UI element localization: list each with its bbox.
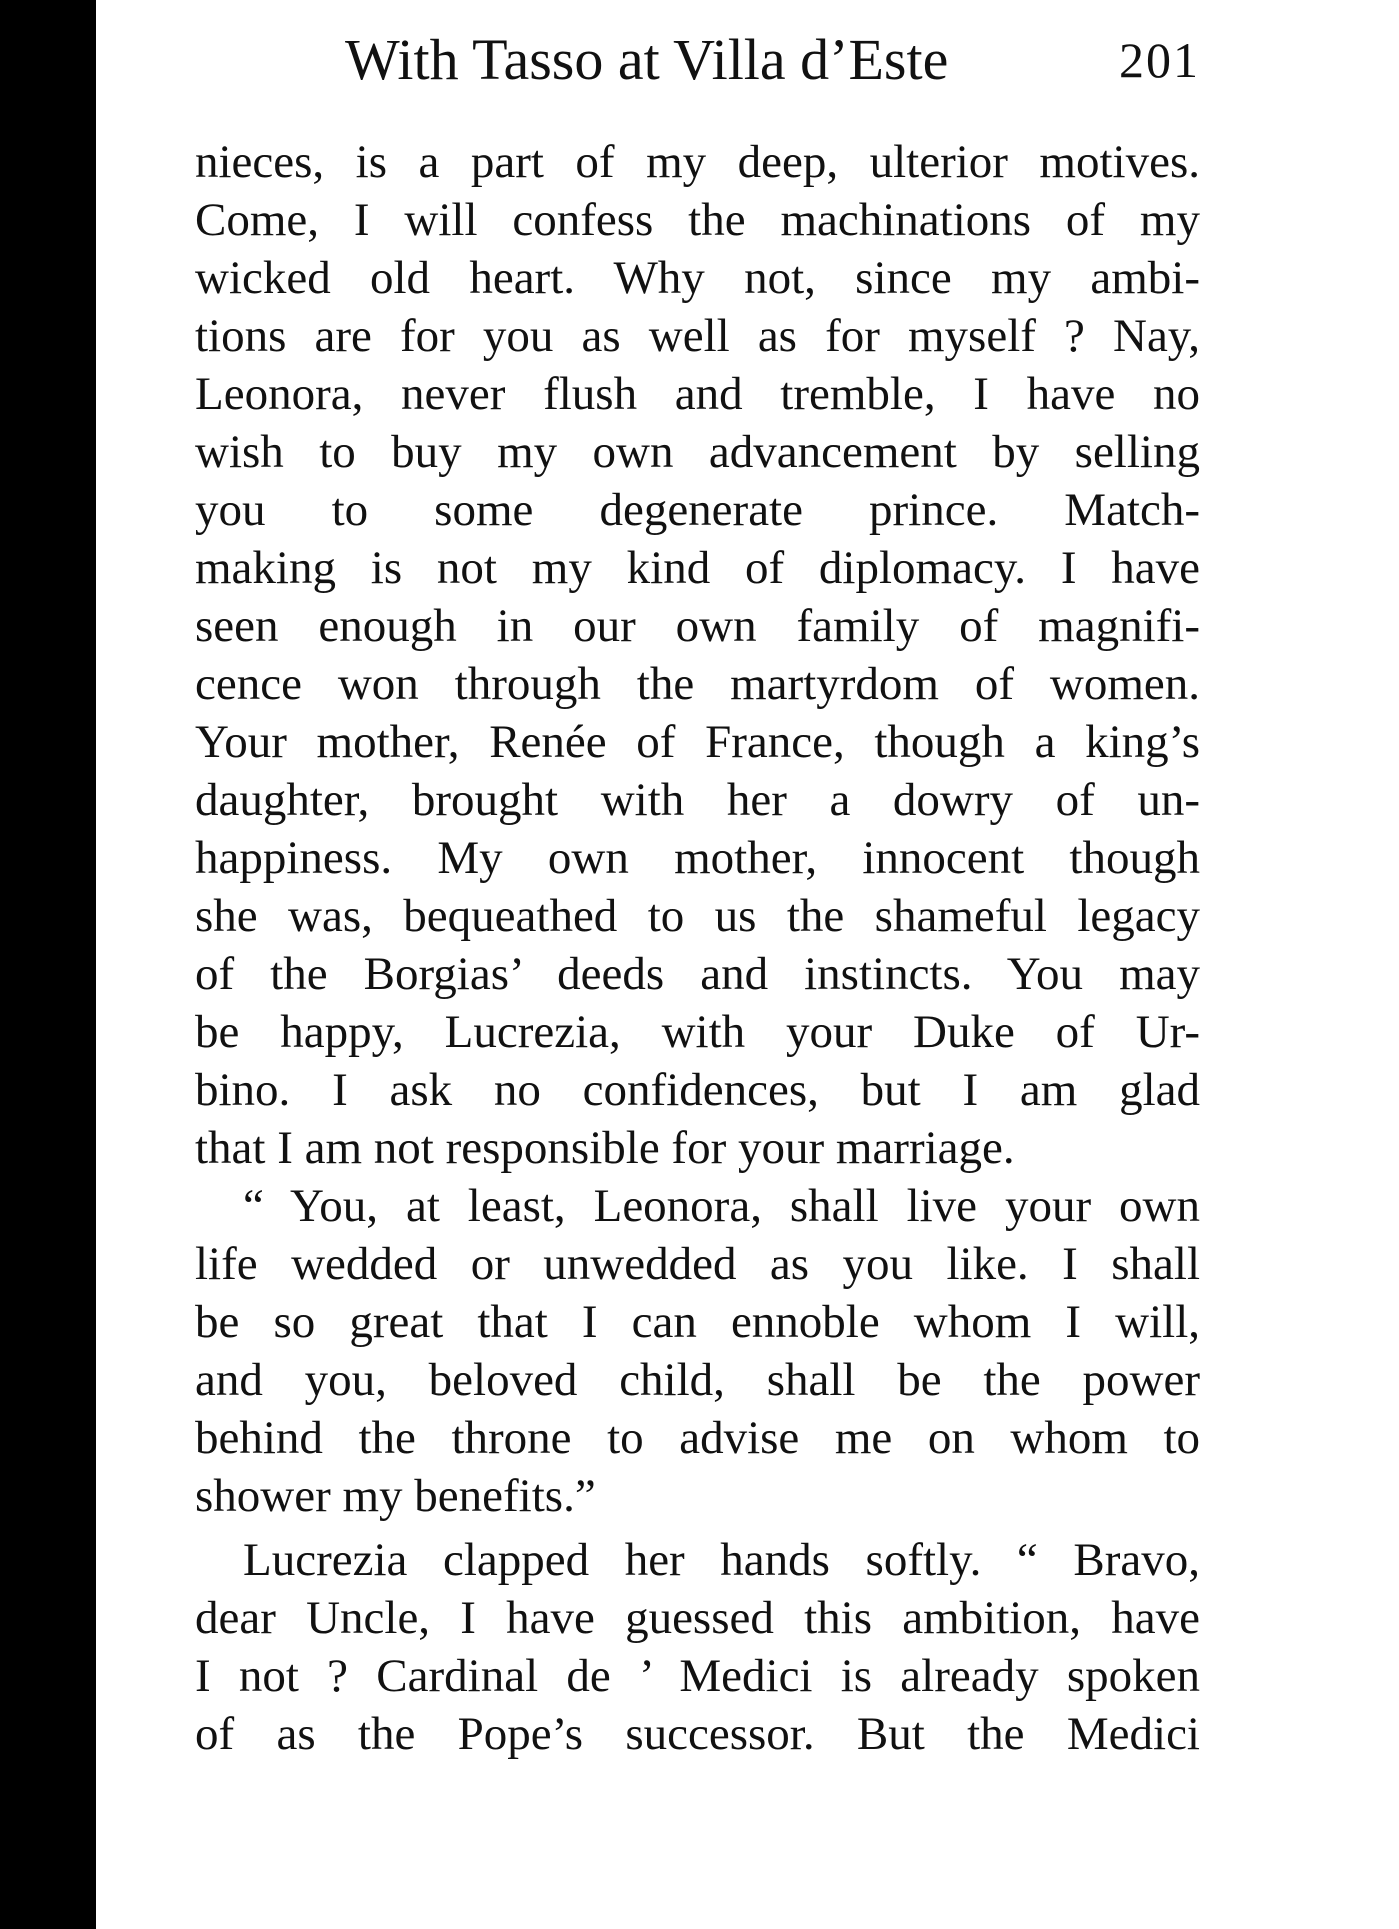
text-line: she was, bequeathed to us the shameful legacy — [195, 890, 1200, 942]
text-line: behind the throne to advise me on whom to — [195, 1412, 1200, 1464]
text-line: of as the Pope’s successor. But the Medici — [195, 1708, 1200, 1760]
text-line: bino. I ask no confidences, but I am glad — [195, 1064, 1200, 1116]
text-line: you to some degenerate prince. Match- — [195, 484, 1200, 536]
scan-binding-shadow — [0, 0, 96, 1929]
text-line: happiness. My own mother, innocent though — [195, 832, 1200, 884]
text-line: seen enough in our own family of magnifi- — [195, 600, 1200, 652]
text-line: of the Borgias’ deeds and instincts. You may — [195, 948, 1200, 1000]
text-line: nieces, is a part of my deep, ulterior motives. — [195, 136, 1200, 188]
text-line: shower my benefits.” — [195, 1470, 596, 1522]
page-header — [195, 20, 1200, 100]
text-line: Your mother, Renée of France, though a king’s — [195, 716, 1200, 768]
running-title: With Tasso at Villa d’Este — [345, 27, 949, 92]
text-line: Lucrezia clapped her hands softly. “ Bravo, — [243, 1534, 1200, 1586]
body-text — [195, 133, 1200, 1763]
page-number: 201 — [1119, 32, 1200, 88]
text-line: tions are for you as well as for myself ? Nay, — [195, 310, 1200, 362]
text-line: Leonora, never flush and tremble, I have no — [195, 368, 1200, 420]
text-line: daughter, brought with her a dowry of un- — [195, 774, 1200, 826]
text-line: be happy, Lucrezia, with your Duke of Ur- — [195, 1006, 1200, 1058]
text-line: life wedded or unwedded as you like. I shall — [195, 1238, 1200, 1290]
text-line: wish to buy my own advancement by selling — [195, 426, 1200, 478]
text-line: that I am not responsible for your marriage. — [195, 1122, 1015, 1174]
text-line: I not ? Cardinal de ’ Medici is already spoken — [195, 1650, 1200, 1702]
text-line: cence won through the martyrdom of women. — [195, 658, 1200, 710]
text-line: and you, beloved child, shall be the power — [195, 1354, 1200, 1406]
text-line: Come, I will confess the machinations of my — [195, 194, 1200, 246]
text-line: dear Uncle, I have guessed this ambition, have — [195, 1592, 1200, 1644]
text-line: “ You, at least, Leonora, shall live your own — [243, 1180, 1200, 1232]
text-line: wicked old heart. Why not, since my ambi- — [195, 252, 1200, 304]
text-line: making is not my kind of diplomacy. I have — [195, 542, 1200, 594]
text-line: be so great that I can ennoble whom I will, — [195, 1296, 1200, 1348]
